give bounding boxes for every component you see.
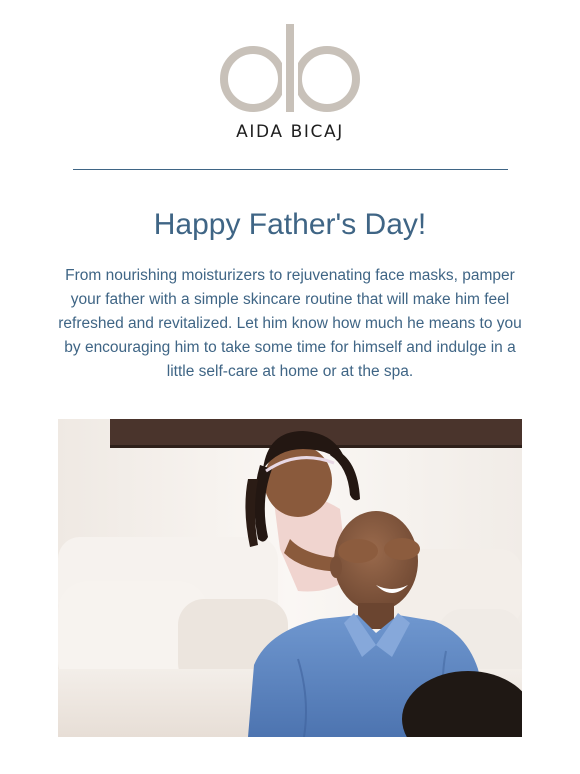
headline: Happy Father's Day! xyxy=(153,208,427,241)
photo-father-and-daughter-icon xyxy=(58,419,522,737)
brand-logo[interactable] xyxy=(218,22,362,114)
email-header xyxy=(0,0,580,172)
body-copy: From nourishing moisturizers to rejuvenating face masks, pamper your father with a simple skincare routine that will make him feel refreshed and revitalized. Let him know how much he means to you by encouraging him to take some time for himself and indulge in a little self-care at home or at the spa. xyxy=(58,267,522,380)
header-divider xyxy=(73,169,508,170)
hero-image[interactable] xyxy=(58,419,522,737)
ab-monogram-icon xyxy=(218,22,362,114)
brand-name: AIDA BICAJ xyxy=(236,122,344,142)
